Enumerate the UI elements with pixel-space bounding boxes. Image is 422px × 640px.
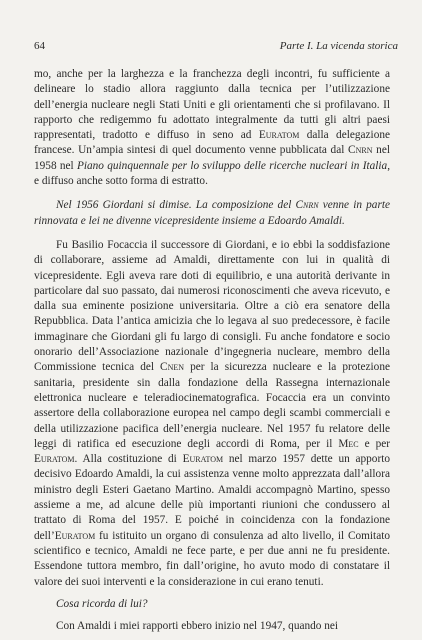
mec-acronym: Mec xyxy=(338,437,359,450)
text-run: Nel 1956 Giordani si dimise. La composizione del xyxy=(56,199,296,212)
running-head: Parte I. La vicenda storica xyxy=(279,40,398,52)
page-number: 64 xyxy=(34,40,45,52)
text-run: dalla delegazione francese. Un’ampia sintesi di quel documento venne pubblicata dal xyxy=(34,129,390,157)
body-text xyxy=(34,67,390,634)
euratom-acronym: Euratom xyxy=(258,129,300,142)
text-run: , e diffuso anche sotto forma di estratto. xyxy=(34,159,391,188)
text-run: fu istituito un organo di consulenza ad alto livello, il Comitato scientifico e tecnico, Amaldi ne fece parte, e per due anni ne fu presidente. Essendone tuttora membro, fin dall’origine, ho avuto modo di constatare il valore dei suoi interventi e la considerazione in cui erano tenuti. xyxy=(34,529,390,588)
cnrn-acronym: Cnrn xyxy=(295,199,319,212)
text-run: per la sicurezza nucleare e la protezione sanitaria, presidente sin dalla fondazione della Rassegna internazionale elettronica nucleare e teleradiocinematografica. Focaccia era un convinto assertore della collaborazione europea nel campo degli scambi commerciali e della utilizzazione pacifica dell’energia nucleare. Nel 1957 fu relatore delle leggi di ratifica ed esecuzione degli accordi di Roma, per il xyxy=(34,361,390,450)
text-run: e per xyxy=(358,437,390,450)
answer-paragraph xyxy=(34,238,390,590)
euratom-acronym: Euratom xyxy=(34,453,75,466)
euratom-acronym: Euratom xyxy=(182,453,224,466)
text-run: venne in parte rinnovata e lei ne divenne vicepresidente insieme a Edoardo Amaldi. xyxy=(34,199,390,227)
text-run: nel marzo 1957 dette un apporto decisivo Edoardo Amaldi, la cui assistenza venne molto apprezzata dall’allora ministro degli Esteri Gaetano Martino. Amaldi accompagnò Martino, spesso assieme a me, ad alcune delle più importanti riunioni che condussero al trattato di Roma del 1957. E poiché in coincidenza con la fondazione dell’ xyxy=(34,453,391,542)
text-run: Fu Basilio Focaccia il successore di Giordani, e io ebbi la soddisfazione di collaborare, assieme ad Amaldi, direttamente con lui in qualità di vicepresidente. Egli aveva rare doti di equilibrio, e una autorità derivante in particolare dal suo passato, dai numerosi riconoscimenti che aveva ricevuto, e dalla sua eminente posizione universitaria. Oltre a ciò era senatore della Repubblica. Data l’antica amicizia che lo legava al suo predecessore, è facile immaginare che Giordani gli fu largo di consigli. Fu anche fondatore e socio onorario dell’Associazione nazionale d’ingegneria nucleare, membro della Commissione tecnica del xyxy=(34,238,390,374)
answer-paragraph: Con Amaldi i miei rapporti ebbero inizio nel 1947, quando nei xyxy=(56,620,339,633)
text-run: nel 1958 nel xyxy=(34,144,390,172)
page-header xyxy=(34,40,398,56)
interview-question: Cosa ricorda di lui? xyxy=(56,597,148,610)
cnrn-acronym: Cnrn xyxy=(348,144,373,157)
document-title: Piano quinquennale per lo sviluppo delle ricerche nucleari in Italia xyxy=(76,159,388,172)
text-run: mo, anche per la larghezza e la franchezza degli incontri, fu sufficiente a delineare lo stadio allora raggiunto dalla tecnica per l’utilizzazione dell’energia nucleare negli Stati Uniti e gli orientamenti che si profilavano. Il rapporto che redigemmo fu adottato integralmente da tutti gli altri paesi rappresentati, tradotto e diffuso in seno ad xyxy=(34,68,390,142)
euratom-acronym: Euratom xyxy=(54,529,96,542)
cnen-acronym: Cnen xyxy=(160,361,185,374)
interview-question xyxy=(34,198,390,229)
paragraph-continuation xyxy=(34,67,390,189)
text-run: . Alla costituzione di xyxy=(74,453,183,466)
